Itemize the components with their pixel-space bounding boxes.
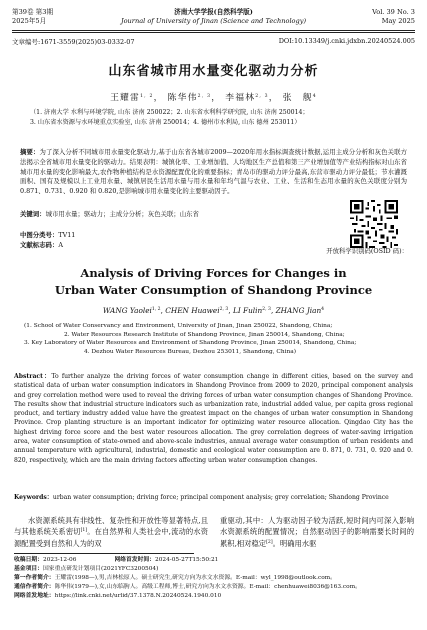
first-author-bio: 第一作者简介：王耀雷(1998—),男,吉林松原人。硕士研究生,研究方向为水文水资源。E-mail：wyl_1998@outlook.com。 <box>14 575 336 582</box>
author-cn-4: 张 舰$^4$ <box>282 93 317 103</box>
author-en-3: LI Fulin$^{2, 3}$ <box>232 306 271 315</box>
online-date: 网络首发时间：2024-05-27T15:50:21 <box>114 557 219 563</box>
affiliation-en-line: (1. School of Water Conservancy and Environment, University of Jinan, Jinan 250022, Shandong, China; <box>24 323 333 329</box>
volume-en: Vol. 39 No. 3 <box>372 8 415 16</box>
abstract-en-label: Abstract： <box>14 373 52 380</box>
citation[interactable]: [2] <box>266 539 273 545</box>
clc-number: 中图分类号：TV11 <box>20 231 76 239</box>
body-right-column: 重驱动,其中：人为驱动因子较为活跃,短时间内可深入影响水资源系统的配置情况；自然驱动因子的影响需要长时间的累积,相对稳定[2]。明确用水驱 <box>220 516 414 548</box>
author-cn-3: 李福林$^{2, 3}$ <box>225 93 269 103</box>
abstract-cn-label: 摘要： <box>20 148 40 156</box>
article-meta <box>12 37 415 46</box>
affiliation-en-line: 4. Dezhou Water Resources Bureau, Dezhou 253011, Shandong, China) <box>84 348 297 355</box>
header-center <box>12 8 415 25</box>
header-rule-top <box>12 30 415 31</box>
affiliation-cn-line: （1. 济南大学 水利与环境学院, 山东 济南 250022；2. 山东省水利科学研究院, 山东 济南 250014； <box>30 109 309 116</box>
title-en-line: Urban Water Consumption of Shandong Province <box>54 283 373 297</box>
online-url-link[interactable]: https://link.cnki.net/urlid/37.1378.N.20240524.1940.010 <box>54 593 222 600</box>
author-en-4: ZHANG Jian$^4$ <box>275 306 325 315</box>
keywords-cn-label: 关键词： <box>20 210 46 218</box>
header-rule-bottom <box>12 32 415 33</box>
author-en-2: CHEN Huawei$^{2, 3}$ <box>165 306 229 315</box>
affiliation-en-line: 2. Water Resources Research Institute of Shandong Province, Jinan 250014, Shandong, China; <box>64 331 345 338</box>
journal-name-cn: 济南大学学报(自然科学版) <box>174 8 253 16</box>
title-en <box>0 265 427 299</box>
author-cn-1: 王耀雷$^{1, 2}$ <box>110 93 154 103</box>
footnote-rule <box>14 553 194 554</box>
title-en-line: Analysis of Driving Forces for Changes in <box>80 266 347 280</box>
abstract-cn-text: 为了深入分析不同城市用水量变化驱动力,基于山东省各城市2009—2020年用水指标调查统计数据,运用主成分分析和灰色关联方法揭示全省城市用水量变化的驱动力。结果表明：城镇化率、工业增加值、人均地区生产总值和第三产业增加值等产业结构指标对山东省城市用水量的变化影响最大,农作物种植结构是水资源配置优化的重要指标；青岛市的驱动力评分最高,东营市驱动力评分最低；节水灌溉面积、国有及规模以上工业用水量、城镇居民生活用水量与用水量和年均气温与农业、工业、生活和生态用水量的灰色关联度分别为 0.871、0.731、0.920 和 0.820,是影响城市用水量变化的主要驱动因子。 <box>20 148 408 196</box>
corresponding-author-bio: 通信作者简介：陈华伟(1979—),女,山东临朐人。高级工程师,博士,研究方向为水文水资源。E-mail：chenhuawei8036@163.com。 <box>14 584 361 591</box>
keywords-cn-text: 城市用水量；驱动力；主成分分析；灰色关联；山东省 <box>45 210 199 218</box>
header-right <box>372 8 415 25</box>
abstract-cn <box>20 148 407 197</box>
citation[interactable]: [1] <box>80 528 88 534</box>
affiliation-en-line: 3. Key Laboratory of Water Resources and Environment of Shandong Province, Jinan 250014, Shandong, China; <box>24 340 357 347</box>
affiliation-cn-line: 3. 山东省水资源与水环境重点实验室, 山东 济南 250014；4. 德州市水利局, 山东 德州 253011） <box>30 118 301 126</box>
footnotes <box>14 556 413 601</box>
volume-cn: 第39卷 第3期 <box>12 8 54 16</box>
author-en-1: WANG Yaolei$^{1, 2}$ <box>102 306 161 315</box>
affiliations-en <box>24 322 411 356</box>
received-date: 收稿日期：2023-12-06 <box>14 557 77 563</box>
authors-cn: 王耀雷$^{1, 2}$， 陈华伟$^{2, 3}$， 李福林$^{2, 3}$， 张 舰$^4$ <box>110 93 317 103</box>
keywords-cn <box>20 210 347 220</box>
doi: DOI:10.13349/j.cnki.jdxbn.20240524.005 <box>278 37 415 45</box>
keywords-en-text: urban water consumption; driving force; principal component analysis; grey correlation; Shandong Province <box>52 494 389 501</box>
keywords-en-label: Keywords： <box>14 494 53 501</box>
journal-name-en: Journal of University of Jinan (Science and Technology) <box>120 16 307 25</box>
article-number: 文章编号:1671-3559(2025)03-0332-07 <box>12 38 135 46</box>
abstract-en <box>14 372 413 465</box>
osid-label: 开放科学识别码(OSID 码)： <box>326 247 408 255</box>
classification-info <box>20 230 75 250</box>
date-en: May 2025 <box>381 16 415 25</box>
title-cn: 山东省城市用水量变化驱动力分析 <box>108 64 319 79</box>
online-url: 网络首发地址：https://link.cnki.net/urlid/37.1378.N.20240524.1940.010 <box>14 593 222 600</box>
date-cn: 2025年5月 <box>12 16 47 25</box>
body-left-column: 水资源系统具有非线性、复杂性和开放性等显著特点,且与其他系统关系密切[1]。在自然界和人类社会中,流动的水资源配置受到自然和人为的双 <box>14 516 208 548</box>
abstract-en-text: To further analyze the driving forces of water consumption change in different cities, based on the survey and statistical data of urban water consumption indicators in Shandong Province from 2009 to 2020, principal component analysis and grey correlation method were used to reveal the driving forces of urban water consumption changes of Shandong Province. The results show that industrial structure indicators such as urbanization rate, industrial added value, per capita gross regional product, and tertiary industry added value have the greatest impact on the changes of urban water consumption in Shandong Province. Crop planting structure is an important indicator for optimizing water resource allocation. Qingdao City has the highest driving force score and the best water resources allocation. The grey correlation degrees of water-saving irrigation area, water consumption of state-owned and above-scale industries, annual average water consumption of urban residents and annual temperature with agricultural, industrial, domestic and ecological water consumption are 0. 871, 0. 731, 0. 920 and 0. 820, respectively, which are the main driving factors affecting urban water consumption changes. <box>14 373 414 464</box>
running-header <box>12 6 415 32</box>
authors-en: WANG Yaolei$^{1, 2}$, CHEN Huawei$^{2, 3}$, LI Fulin$^{2, 3}$, ZHANG Jian$^4$ <box>102 306 325 315</box>
footnote-dates <box>14 556 413 565</box>
osid-qr-code[interactable] <box>350 200 398 248</box>
document-code: 文献标志码：A <box>20 241 63 249</box>
affiliations-cn <box>30 108 407 127</box>
author-cn-2: 陈华伟$^{2, 3}$ <box>167 93 212 103</box>
fund: 基金项目：国家重点研发计划项目(2021YFC3200504) <box>14 566 159 573</box>
keywords-en <box>14 493 413 502</box>
